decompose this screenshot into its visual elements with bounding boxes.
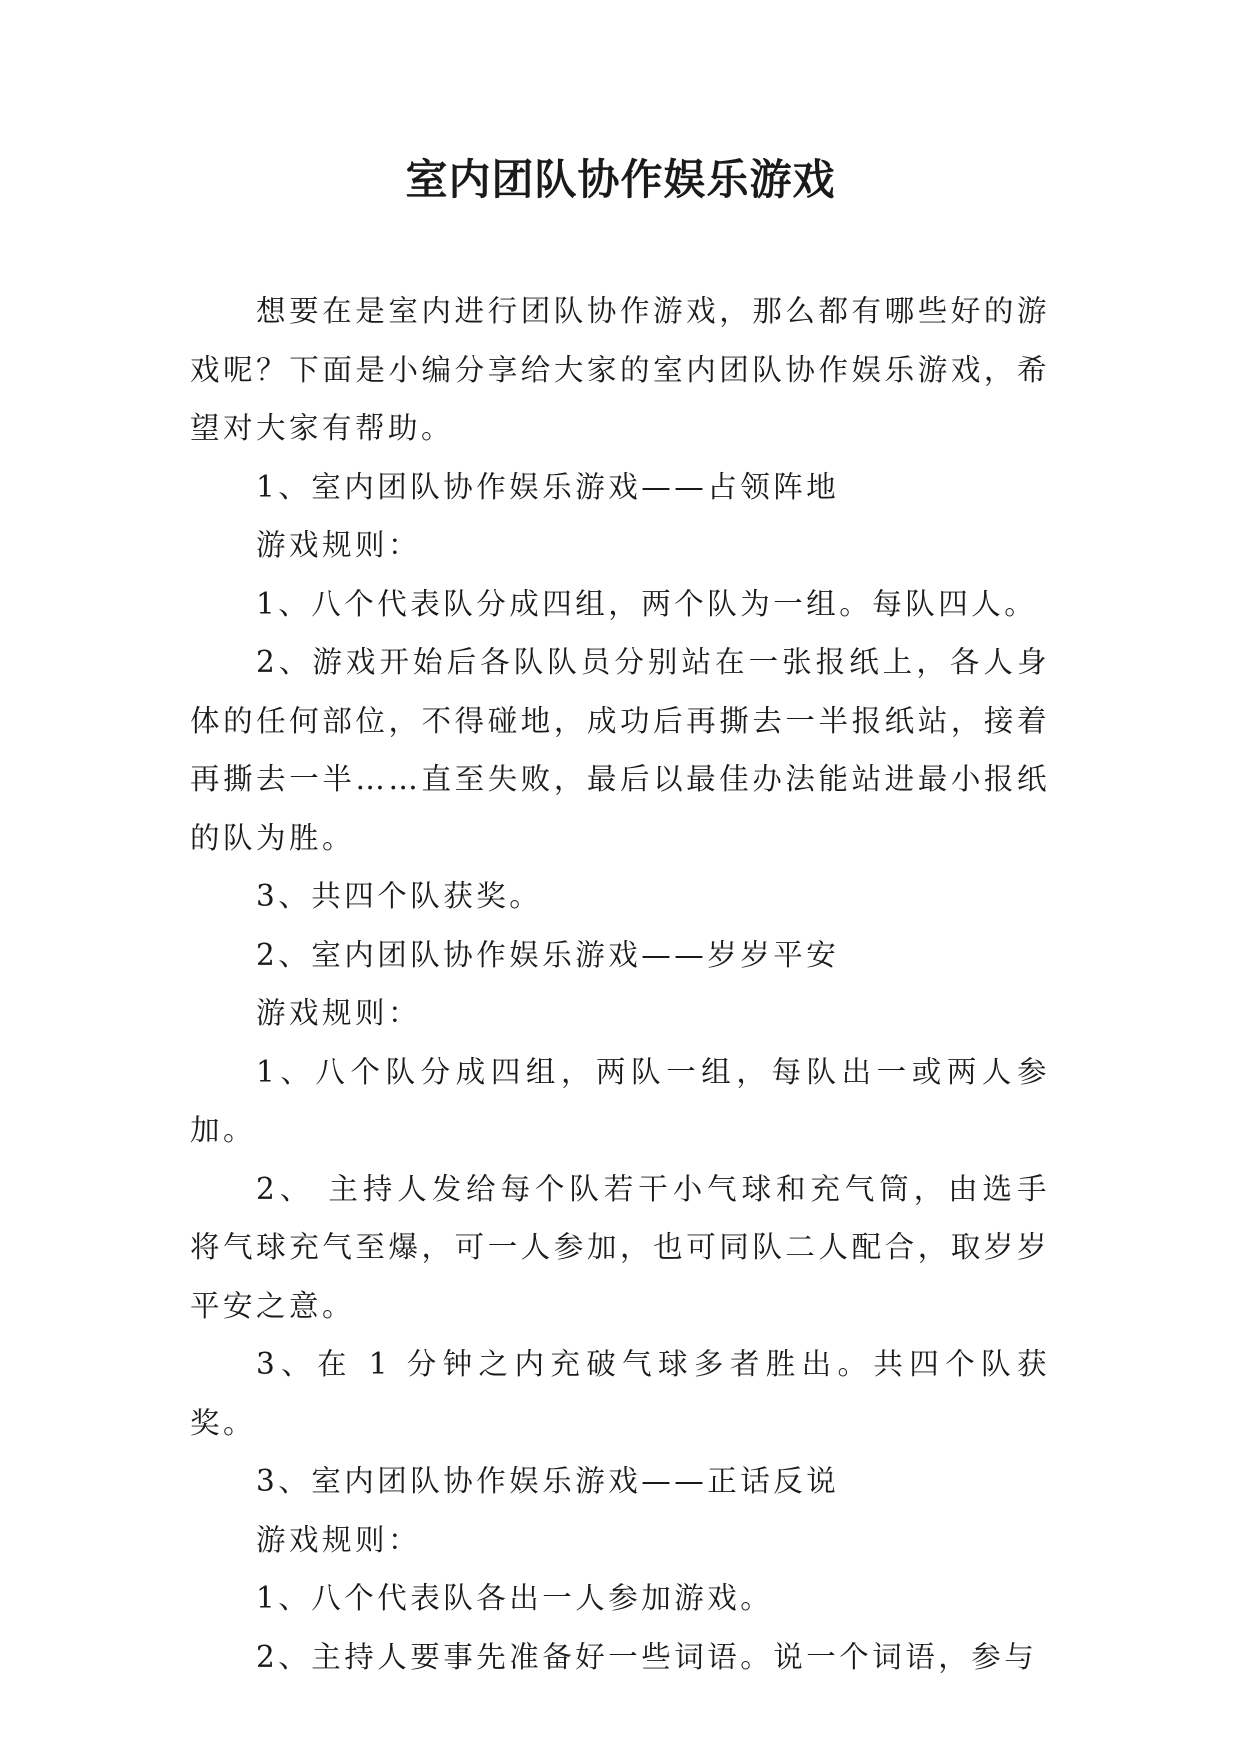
rule-item: 2、 主持人发给每个队若干小气球和充气筒，由选手将气球充气至爆，可一人参加，也可同队二人配合，取岁岁平安之意。 [190,1171,1050,1323]
paragraph-intro: 想要在是室内进行团队协作游戏，那么都有哪些好的游戏呢？下面是小编分享给大家的室内团队协作娱乐游戏，希望对大家有帮助。 [190,294,1050,445]
rule-item: 1、八个代表队各出一人参加游戏。 [256,1581,774,1615]
rules-label: 游戏规则： [256,528,422,562]
rule-item: 3、共四个队获奖。 [256,879,543,913]
document-title: 室内团队协作娱乐游戏 [405,155,836,204]
rule-item: 1、八个队分成四组，两队一组，每队出一或两人参加。 [190,1054,1050,1147]
rule-item: 2、主持人要事先准备好一些词语。说一个词语，参与 [256,1639,1038,1674]
rules-label: 游戏规则： [256,996,422,1030]
section-heading-3: 3、室内团队协作娱乐游戏——正话反说 [256,1464,840,1498]
rule-item: 2、游戏开始后各队队员分别站在一张报纸上，各人身体的任何部位，不得碰地，成功后再撕去一半报纸站，接着再撕去一半……直至失败，最后以最佳办法能站进最小报纸的队为胜。 [190,645,1050,855]
rule-item: 3、在 1 分钟之内充破气球多者胜出。共四个队获奖。 [190,1347,1050,1440]
section-heading-1: 1、室内团队协作娱乐游戏——占领阵地 [256,469,840,504]
rule-item: 1、八个代表队分成四组，两个队为一组。每队四人。 [256,586,1038,621]
rules-label: 游戏规则： [256,1522,422,1557]
document-body [190,282,1050,1686]
section-heading-2: 2、室内团队协作娱乐游戏——岁岁平安 [256,937,840,972]
